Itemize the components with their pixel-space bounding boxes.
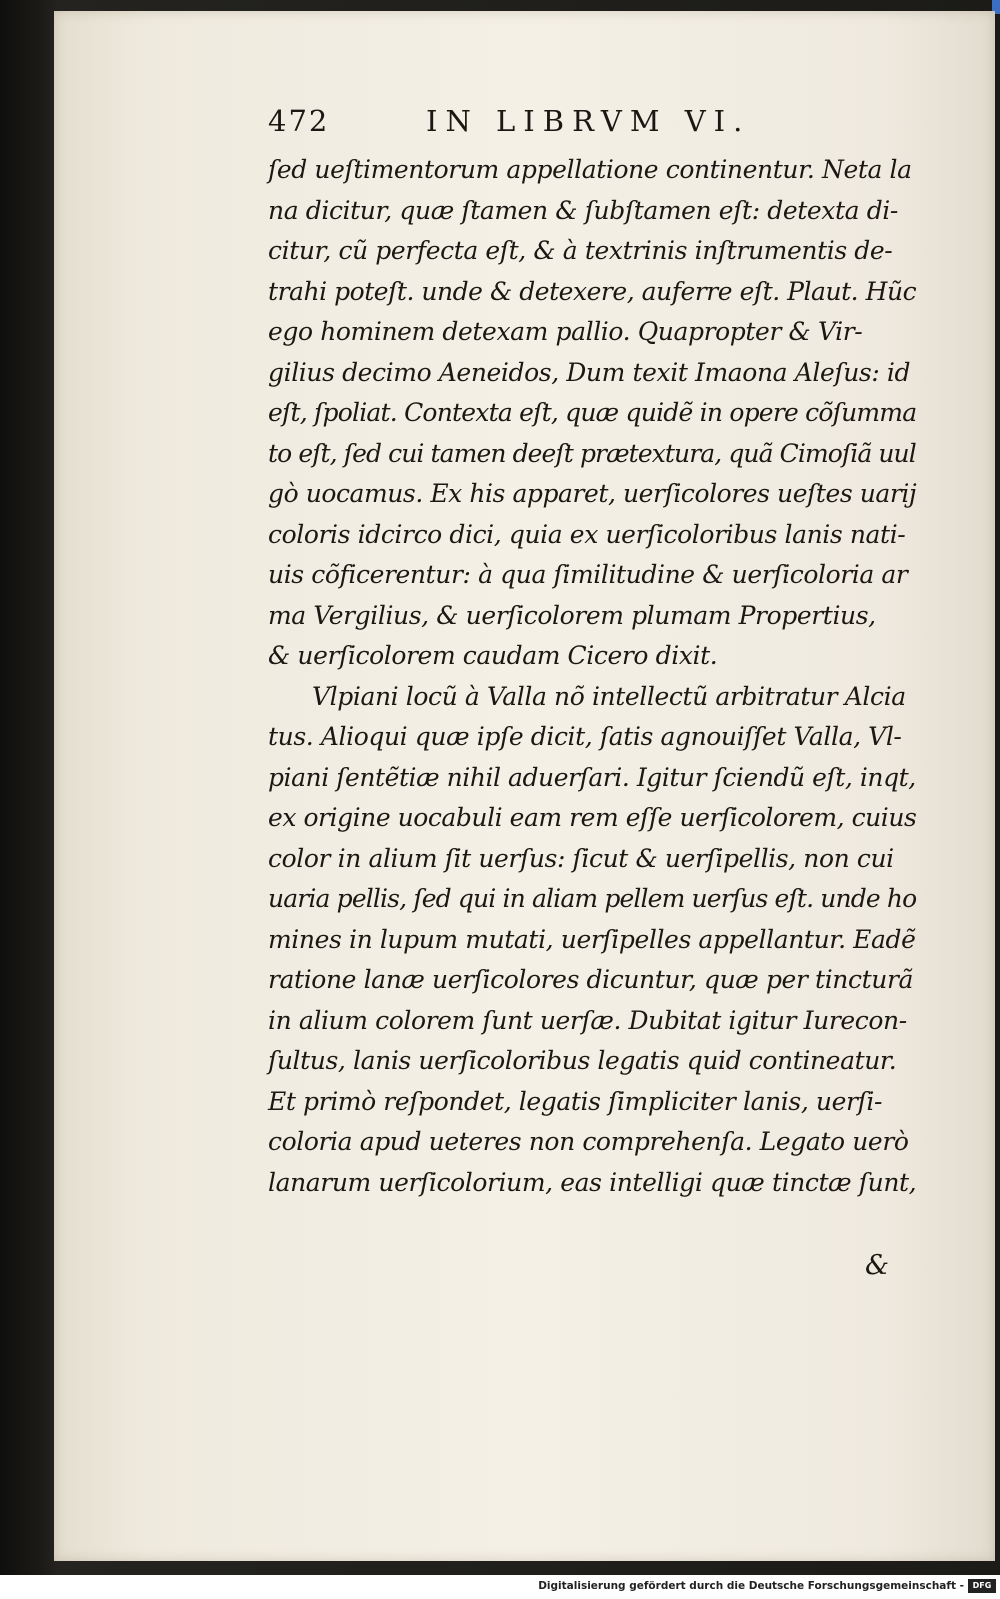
text-line: ſed ueſtimentorum appellatione continentur. Neta la [268, 155, 912, 184]
attribution-text: Digitalisierung gefördert durch die Deutsche Forschungsgemeinschaft - [538, 1580, 964, 1592]
text-line: uaria pellis, ſed qui in aliam pellem uerſus eſt. unde ho [268, 884, 917, 913]
text-line: ma Vergilius, & uerſicolorem plumam Propertius, [268, 600, 876, 630]
page-text-block [268, 100, 928, 1203]
text-line: ex origine uocabuli eam rem eſſe uerſicolorem, cuius [268, 803, 917, 832]
text-line: & uerſicolorem caudam Cicero dixit. [268, 641, 718, 670]
running-title: IN LIBRVM VI. [426, 104, 751, 138]
text-line: ego hominem detexam pallio. Quapropter & Vir- [268, 317, 863, 346]
dfg-logo: DFG [968, 1579, 996, 1593]
text-line: mines in lupum mutati, uerſipelles appellantur. Eadẽ [268, 924, 916, 954]
text-line: ſultus, lanis uerſicoloribus legatis quid contineatur. [268, 1046, 897, 1075]
text-line: Vlpiani locũ à Valla nõ intellectũ arbitratur Alcia [312, 681, 906, 711]
text-line: in alium colorem ſunt uerſæ. Dubitat igitur Iurecon- [268, 1005, 907, 1035]
text-line: trahi poteſt. unde & detexere, auferre eſt. Plaut. Hũc [268, 276, 917, 306]
text-line: tus. Alioqui quæ ipſe dicit, ſatis agnouiſſet Valla, Vl- [268, 722, 902, 751]
text-line: coloria apud ueteres non comprehenſa. Legato uerò [268, 1127, 909, 1156]
text-line: eſt, ſpoliat. Contexta eſt, quæ quidẽ in opere cõſumma [268, 398, 917, 427]
text-line: gilius decimo Aeneidos, Dum texit Imaona Aleſus: id [268, 357, 911, 387]
running-head [268, 100, 928, 150]
text-line: na dicitur, quæ ſtamen & ſubſtamen eſt: detexta di- [268, 195, 898, 225]
text-line: color in alium ſit uerſus: ſicut & uerſipellis, non cui [268, 843, 894, 873]
text-line: uis cõficerentur: à qua ſimilitudine & uerſicoloria ar [268, 560, 908, 589]
body-text [268, 150, 928, 1203]
text-line: Et primò reſpondet, legatis ſimpliciter lanis, uerſi- [268, 1086, 883, 1116]
catchword: & [865, 1250, 890, 1281]
text-line: citur, cũ perfecta eſt, & à textrinis inſtrumentis de- [268, 236, 893, 265]
text-line: gò uocamus. Ex his apparet, uerſicolores ueſtes uarij [268, 479, 917, 508]
text-line: lanarum uerſicolorium, eas intelligi quæ tinctæ ſunt, [268, 1167, 917, 1197]
attribution-bar [0, 1575, 1000, 1599]
text-line: to eſt, ſed cui tamen deeſt prætextura, quã Cimoſiã uul [268, 438, 916, 468]
text-line: ratione lanæ uerſicolores dicuntur, quæ per tincturã [268, 965, 913, 994]
text-line: piani ſentẽtiæ nihil aduerſari. Igitur ſciendũ eſt, inqt, [268, 762, 916, 792]
page-number: 472 [268, 104, 330, 138]
text-line: coloris idcirco dici, quia ex uerſicoloribus lanis nati- [268, 519, 906, 549]
